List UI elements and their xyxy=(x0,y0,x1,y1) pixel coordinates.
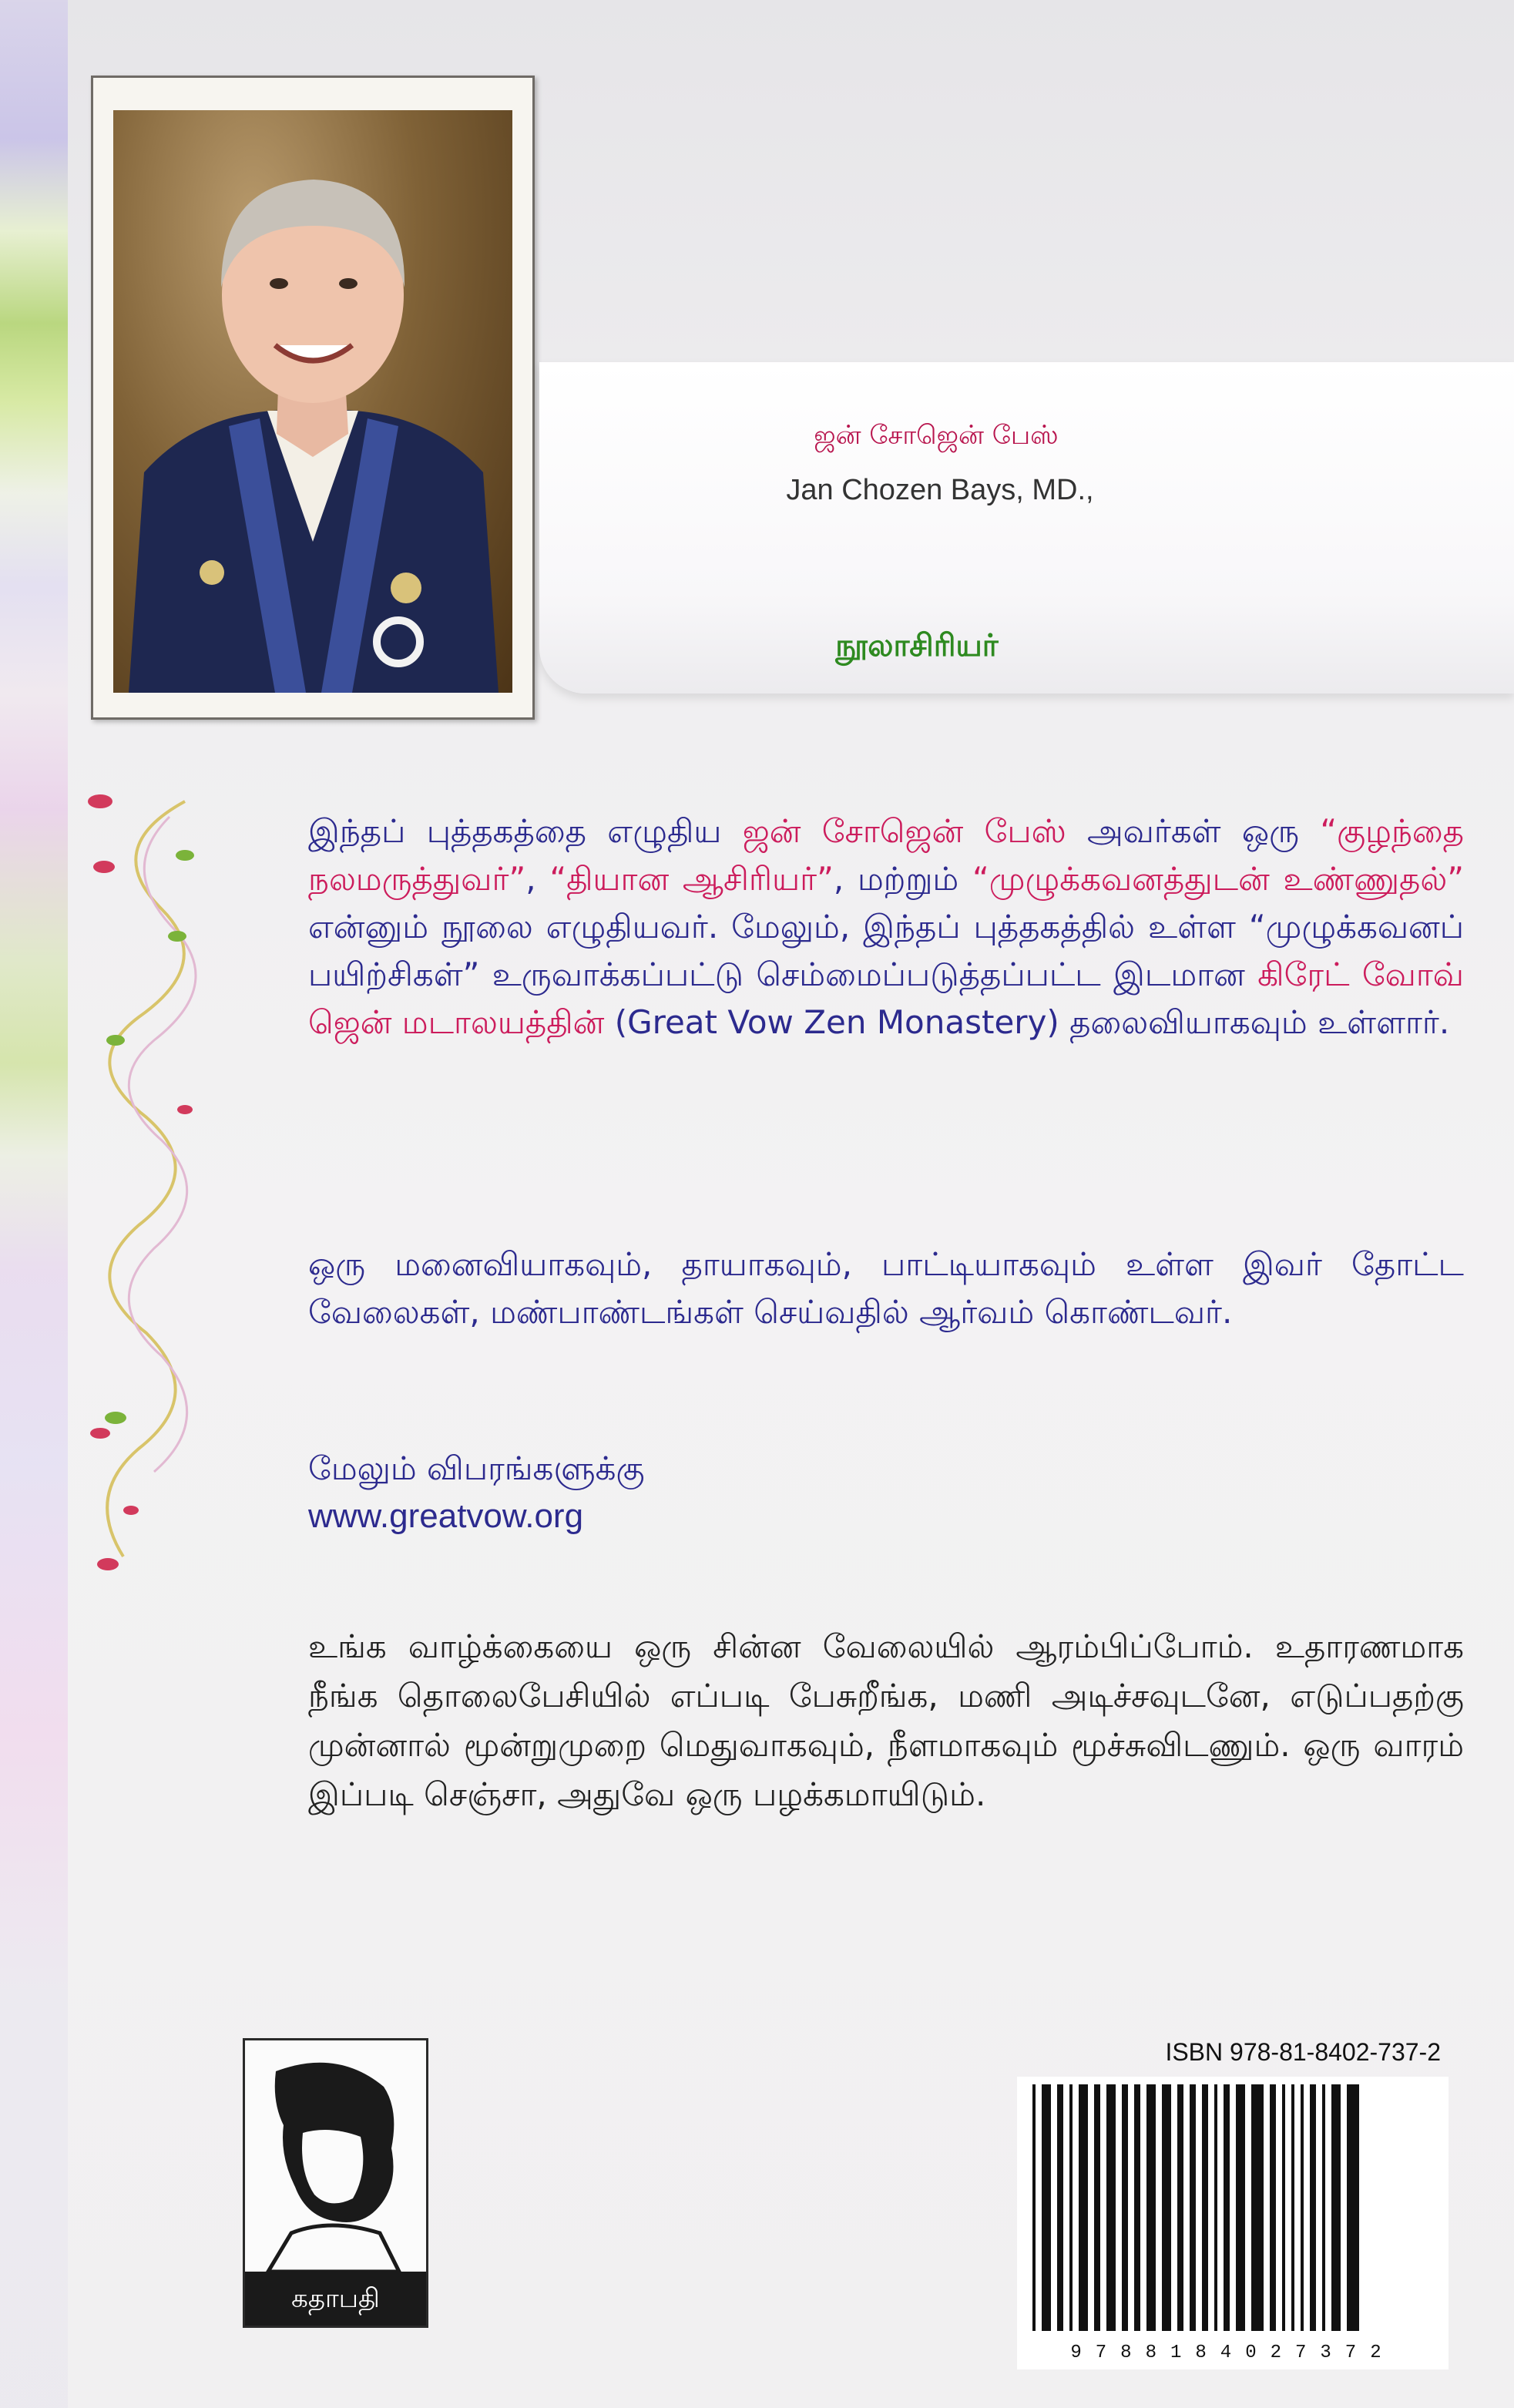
more-info-label: மேலும் விபரங்களுக்கு xyxy=(308,1449,645,1487)
bio-text: அவர்கள் ஒரு xyxy=(1066,812,1321,850)
quote-paragraph xyxy=(308,1622,1464,1819)
author-name-english: Jan Chozen Bays, MD., xyxy=(786,474,1094,506)
bio-text: , xyxy=(525,860,550,898)
bio-text: என்னும் நூலை எழுதியவர். மேலும், இந்தப் புத்தகத்தில் உள்ள “முழுக்கவனப் பயிற்சிகள்” உருவாக்கப்பட்டு செம்மைப்படுத்தப்பட்ட இடமான xyxy=(308,908,1464,993)
bio-hobbies-text: ஒரு மனைவியாகவும், தாயாகவும், பாட்டியாகவும் உள்ள இவர் தோட்ட வேலைகள், மண்பாண்டங்கள் செய்வதில் ஆர்வம் கொண்டவர். xyxy=(308,1245,1464,1331)
bio-text: இந்தப் புத்தகத்தை எழுதிய xyxy=(308,812,743,850)
bio-text: , மற்றும் xyxy=(833,860,972,898)
author-photo xyxy=(113,110,512,693)
author-photo-frame xyxy=(91,76,535,720)
isbn-label: ISBN 978-81-8402-737-2 xyxy=(1165,2038,1441,2066)
author-name-tamil: ஜன் சோஜென் பேஸ் xyxy=(814,420,1059,451)
floral-swirl-ornament xyxy=(69,786,223,1587)
barcode-digits: 9788184027372 xyxy=(1070,2343,1395,2363)
monastery-name-highlight: கிரேட் வோவ் ஜென் மடாலயத்தின் xyxy=(308,955,1465,1041)
bio-paragraph-2 xyxy=(308,1241,1464,1336)
publisher-name: கதாபதி xyxy=(245,2272,426,2326)
author-name-highlight: ஜன் சோஜென் பேஸ் xyxy=(742,812,1066,850)
author-role-label: நூலாசிரியர் xyxy=(835,628,999,663)
bio-text: (Great Vow Zen Monastery) தலைவியாகவும் உள்ளார். xyxy=(604,1003,1450,1041)
quote-text: உங்க வாழ்க்கையை ஒரு சின்ன வேலையில் ஆரம்பிப்போம். உதாரணமாக நீங்க தொலைபேசியில் எப்படி பேசுறீங்க, மணி அடிச்சவுடனே, எடுப்பதற்கு முன்னால் மூன்றுமுறை மெதுவாகவும், நீளமாகவும் மூச்சுவிடணும். ஒரு வாரம் இப்படி செஞ்சா, அதுவே ஒரு பழக்கமாயிடும். xyxy=(308,1627,1464,1813)
website-link[interactable]: www.greatvow.org xyxy=(308,1497,584,1535)
more-info-block xyxy=(308,1445,1464,1540)
publisher-portrait-icon xyxy=(245,2040,426,2272)
author-portrait-illustration xyxy=(113,110,512,693)
book-title-highlight: “முழுக்கவனத்துடன் உண்ணுதல்” xyxy=(972,860,1465,898)
isbn-barcode xyxy=(1017,2077,1449,2369)
spine-color-strip xyxy=(0,0,68,2408)
bio-paragraph-1 xyxy=(308,808,1464,1046)
publisher-logo xyxy=(243,2038,428,2328)
role-highlight-pediatrician: “குழந்தை நலமருத்துவர்” xyxy=(308,812,1464,898)
role-highlight-meditation-teacher: “தியான ஆசிரியர்” xyxy=(549,860,834,898)
